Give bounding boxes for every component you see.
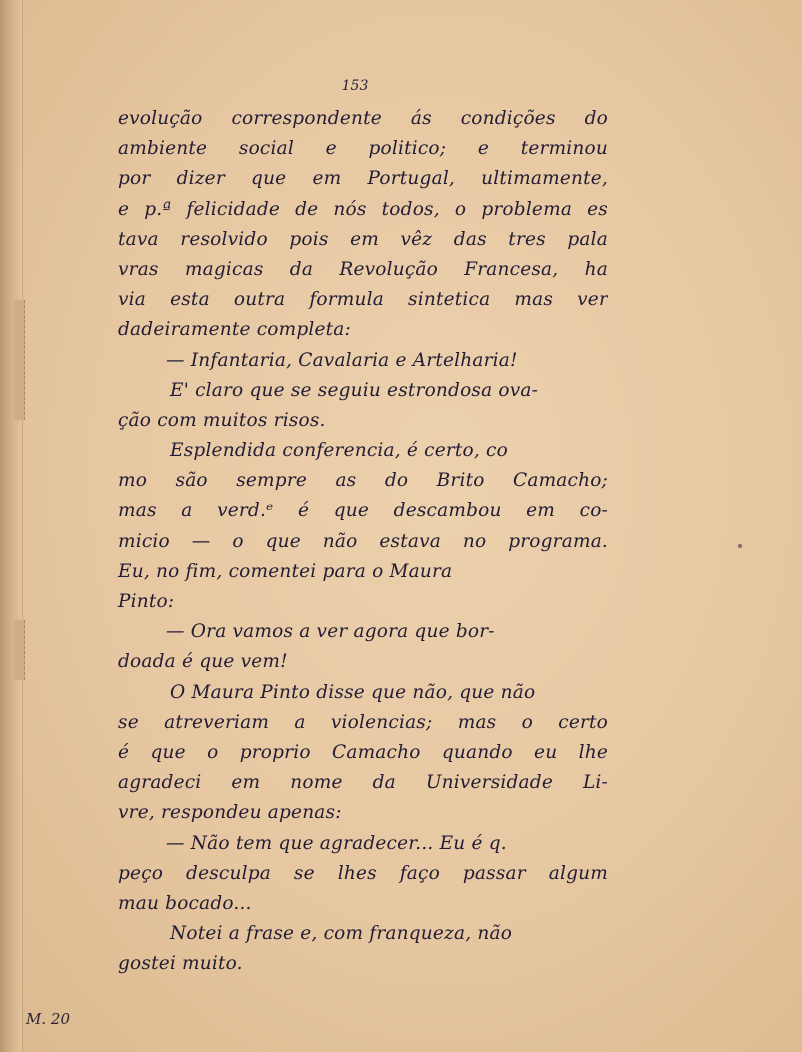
binding-tear-mark bbox=[14, 620, 25, 680]
manuscript-line: — Ora vamos a ver agora que bor- bbox=[166, 621, 495, 643]
manuscript-line: tava resolvido pois em vêz das tres pala bbox=[118, 228, 608, 250]
manuscript-line: micio — o que não estava no programa. bbox=[118, 530, 608, 552]
handwritten-text-block bbox=[118, 104, 608, 979]
manuscript-line: evolução correspondente ás condições do bbox=[118, 108, 608, 129]
manuscript-line: por dizer que em Portugal, ultimamente, bbox=[118, 168, 608, 190]
manuscript-line: E' claro que se seguiu estrondosa ova- bbox=[170, 379, 539, 401]
manuscript-line: O Maura Pinto disse que não, que não bbox=[170, 681, 536, 703]
manuscript-line: gostei muito. bbox=[118, 953, 243, 975]
manuscript-line: Notei a frase e, com franqueza, não bbox=[170, 923, 513, 945]
manuscript-line: é que o proprio Camacho quando eu lhe bbox=[118, 741, 608, 763]
manuscript-line: ção com muitos risos. bbox=[118, 409, 326, 431]
manuscript-line: se atreveriam a violencias; mas o certo bbox=[118, 711, 608, 733]
manuscript-line: doada é que vem! bbox=[118, 651, 288, 673]
manuscript-line: dadeiramente completa: bbox=[118, 319, 351, 341]
manuscript-line: mas a verd.ᵉ é que descambou em co- bbox=[118, 500, 608, 522]
page-number: 153 bbox=[341, 78, 369, 94]
manuscript-line: vre, respondeu apenas: bbox=[118, 802, 342, 824]
manuscript-line: via esta outra formula sintetica mas ver bbox=[118, 289, 608, 311]
manuscript-line: e p.ª felicidade de nós todos, o problema es bbox=[118, 198, 608, 220]
manuscript-line: vras magicas da Revolução Francesa, ha bbox=[118, 258, 608, 280]
manuscript-line: Eu, no fim, comentei para o Maura bbox=[118, 560, 453, 582]
binding-tear-mark bbox=[14, 300, 25, 420]
ink-dot bbox=[738, 544, 742, 548]
manuscript-line: agradeci em nome da Universidade Li- bbox=[118, 772, 608, 794]
manuscript-line: Pinto: bbox=[118, 591, 175, 612]
folio-mark: M. 20 bbox=[26, 1010, 70, 1028]
manuscript-line: Esplendida conferencia, é certo, co bbox=[170, 440, 508, 462]
manuscript-line: — Infantaria, Cavalaria e Artelharia! bbox=[166, 349, 518, 371]
manuscript-line: ambiente social e politico; e terminou bbox=[118, 138, 608, 160]
manuscript-line: peço desculpa se lhes faço passar algum bbox=[118, 862, 608, 884]
manuscript-line: mau bocado... bbox=[118, 892, 252, 914]
manuscript-line: mo são sempre as do Brito Camacho; bbox=[118, 470, 608, 492]
binding-edge bbox=[0, 0, 23, 1052]
manuscript-line: — Não tem que agradecer... Eu é q. bbox=[166, 832, 507, 854]
